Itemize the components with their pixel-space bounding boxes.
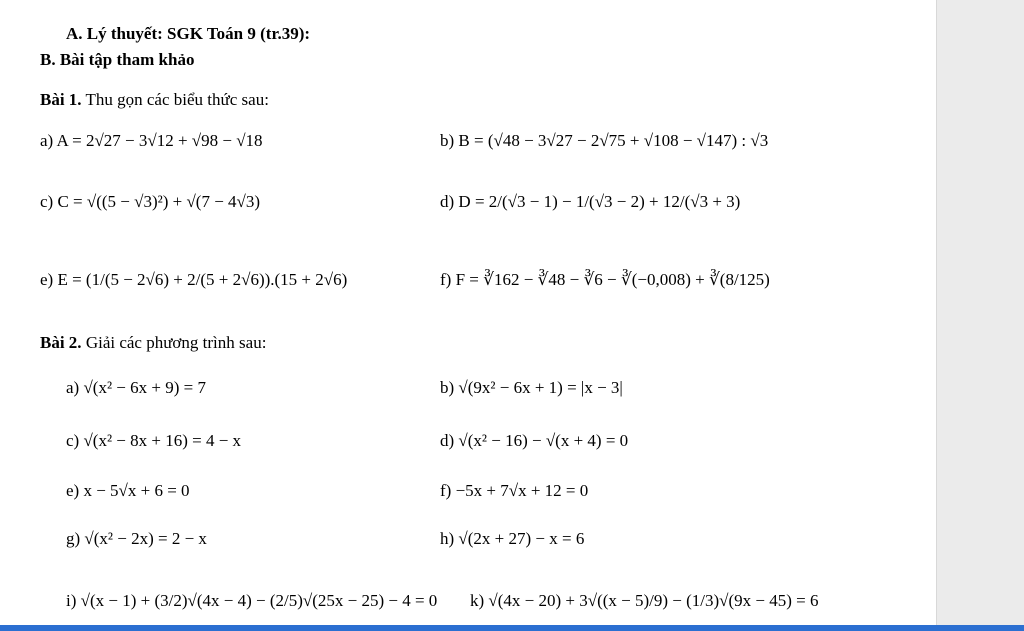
bai1-heading bbox=[40, 90, 269, 110]
bai2-item-g: g) √(x² − 2x) = 2 − x bbox=[66, 529, 207, 548]
section-a-heading: A. Lý thuyết: SGK Toán 9 (tr.39): bbox=[66, 24, 311, 43]
bai2-item-f: f) −5x + 7√x + 12 = 0 bbox=[440, 481, 589, 500]
taskbar-strip bbox=[0, 625, 1024, 631]
bai2-text: Giải các phương trình sau: bbox=[81, 333, 267, 352]
bai1-item-a: a) A = 2√27 − 3√12 + √98 − √18 bbox=[40, 131, 263, 150]
bai1-item-d: d) D = 2/(√3 − 1) − 1/(√3 − 2) + 12/(√3 + 3) bbox=[440, 192, 741, 211]
bai2-item-k: k) √(4x − 20) + 3√((x − 5)/9) − (1/3)√(9x − 45) = 6 bbox=[470, 591, 819, 610]
bai1-title: Bài 1. bbox=[40, 90, 82, 109]
section-b-heading: B. Bài tập tham khảo bbox=[40, 50, 195, 69]
bai2-item-i: i) √(x − 1) + (3/2)√(4x − 4) − (2/5)√(25x − 25) − 4 = 0 bbox=[66, 591, 438, 610]
bai1-item-f: f) F = ∛162 − ∛48 − ∛6 − ∛(−0,008) + ∛(8/125) bbox=[440, 270, 770, 289]
bai1-item-e: e) E = (1/(5 − 2√6) + 2/(5 + 2√6)).(15 + 2√6) bbox=[40, 270, 348, 289]
bai2-item-e: e) x − 5√x + 6 = 0 bbox=[66, 481, 190, 500]
bai2-heading bbox=[40, 333, 266, 353]
bai2-item-d: d) √(x² − 16) − √(x + 4) = 0 bbox=[440, 431, 629, 450]
bai2-item-h: h) √(2x + 27) − x = 6 bbox=[440, 529, 585, 548]
bai1-text: Thu gọn các biểu thức sau: bbox=[81, 90, 269, 109]
bai2-item-c: c) √(x² − 8x + 16) = 4 − x bbox=[66, 431, 242, 450]
bai1-item-b: b) B = (√48 − 3√27 − 2√75 + √108 − √147) : √3 bbox=[440, 131, 769, 150]
bai2-item-a: a) √(x² − 6x + 9) = 7 bbox=[66, 378, 206, 397]
bai1-item-c: c) C = √((5 − √3)²) + √(7 − 4√3) bbox=[40, 192, 261, 211]
bai2-title: Bài 2. bbox=[40, 333, 82, 352]
window-right-gutter bbox=[936, 0, 1024, 625]
bai2-item-b: b) √(9x² − 6x + 1) = |x − 3| bbox=[440, 378, 623, 397]
